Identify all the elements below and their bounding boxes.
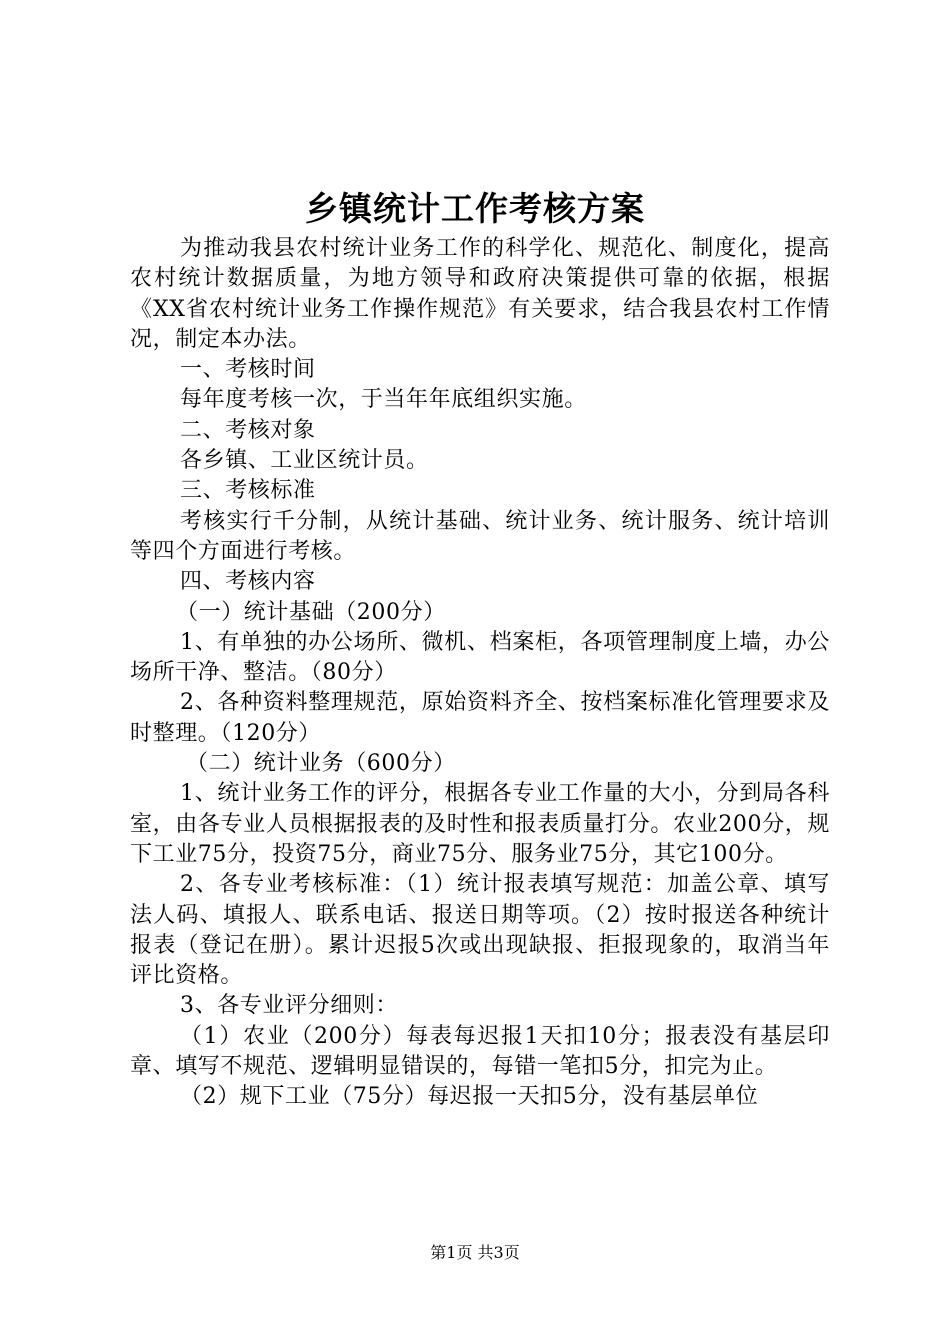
- paragraph-rule-agriculture: （1）农业（200分）每表每迟报1天扣10分；报表没有基层印章、填写不规范、逻辑明显错误的，每错一笔扣5分，扣完为止。: [130, 1023, 830, 1080]
- heading-assessment-standard: 三、考核标准: [180, 478, 316, 504]
- paragraph-assessment-target: 各乡镇、工业区统计员。: [180, 448, 429, 474]
- paragraph-business-item-2: 2、各专业考核标准：（1）统计报表填写规范：加盖公章、填写法人码、填报人、联系电话、报送日期等项。（2）按时报送各种统计报表（登记在册）。累计迟报5次或出现缺报、拒报现象的，取消当年评比资格。: [130, 872, 830, 989]
- paragraph-business-item-1: 1、统计业务工作的评分，根据各专业工作量的大小，分到局各科室，由各专业人员根据报表的及时性和报表质量打分。农业200分，规下工业75分，投资75分，商业75分、服务业75分，其它100分。: [130, 781, 830, 867]
- page-number-footer: 第1页 共3页: [430, 1243, 520, 1262]
- document-body: [130, 234, 830, 1113]
- subheading-statistics-basics: （一）统计基础（200分）: [176, 599, 446, 625]
- subheading-statistics-business: （二）统计业务（600分）: [186, 751, 456, 777]
- paragraph-business-item-3: 3、各专业评分细则：: [180, 993, 398, 1019]
- paragraph-basics-item-2: 2、各种资料整理规范，原始资料齐全、按档案标准化管理要求及时整理。（120分）: [130, 690, 830, 746]
- heading-assessment-content: 四、考核内容: [180, 569, 316, 595]
- paragraph-assessment-standard: 考核实行千分制，从统计基础、统计业务、统计服务、统计培训等四个方面进行考核。: [130, 508, 830, 564]
- paragraph-rule-industry: （2）规下工业（75分）每迟报一天扣5分，没有基层单位: [180, 1084, 759, 1110]
- document-title: 乡镇统计工作考核方案: [305, 189, 645, 228]
- paragraph-intro: 为推动我县农村统计业务工作的科学化、规范化、制度化，提高农村统计数据质量，为地方领导和政府决策提供可靠的依据，根据《XX省农村统计业务工作操作规范》有关要求，结合我县农村工作情况，制定本办法。: [130, 236, 830, 352]
- paragraph-basics-item-1: 1、有单独的办公场所、微机、档案柜，各项管理制度上墙，办公场所干净、整洁。（80分）: [130, 629, 830, 686]
- heading-assessment-target: 二、考核对象: [180, 417, 316, 443]
- paragraph-assessment-time: 每年度考核一次，于当年年底组织实施。: [180, 387, 587, 413]
- heading-assessment-time: 一、考核时间: [180, 357, 316, 383]
